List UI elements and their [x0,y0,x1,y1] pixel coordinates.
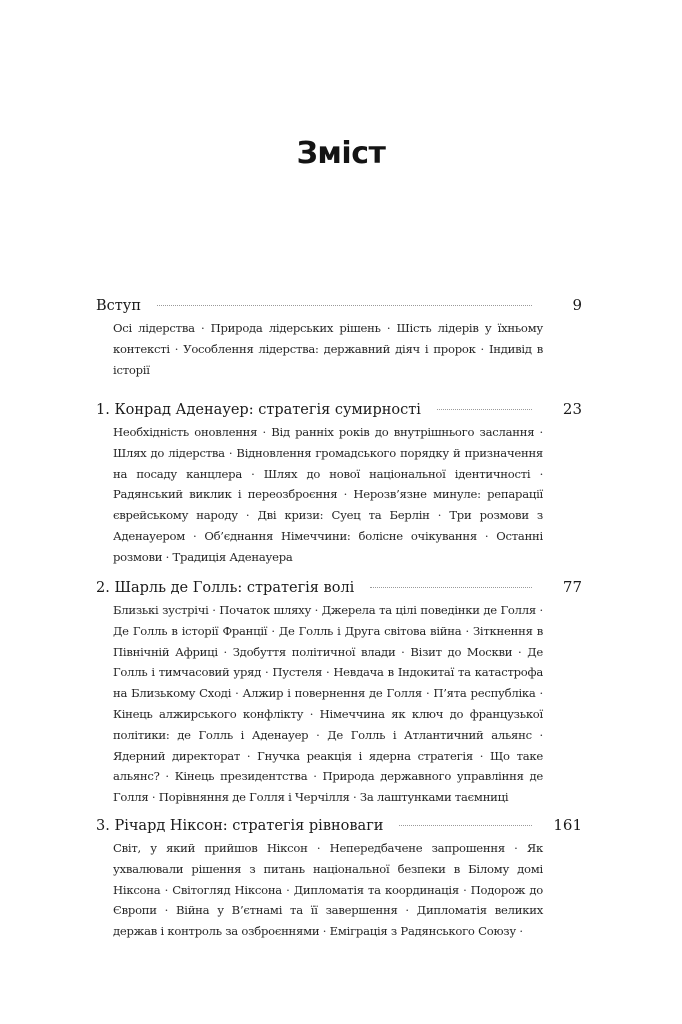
toc-entry-subtopics: Близькі зустрічі · Початок шляху · Джерела та цілі поведінки де Голля · Де Голль в історії Франції · Де Голль і Друга світова війна · Зіткнення в Північній Африці · Здобуття політичної влади · Візит до Москви · Де Голль і тимчасовий уряд · Пустеля · Невдача в Індокитаї та катастрофа на Близькому Сході · Алжир і повернення де Голля · П’ята республіка · Кінець алжирського конфлікту · Німеччина як ключ до французької політики: де Голль і Аденауер · Де Голль і Атлантичний альянс · Ядерний директорат · Гнучка реакція і ядерна стратегія · Що таке альянс? · Кінець президентства · Природа державного управління де Голля · Порівняння де Голля і Черчілля · За лаштунками таємниці [113,603,543,805]
dot-leader [437,409,532,410]
page-title: Зміст [296,136,386,171]
toc-entry-title: 1. Конрад Аденауер: стратегія сумирності [96,402,421,418]
toc-entry-title: Вступ [96,298,141,314]
toc-entry-chapter-1 [96,396,582,568]
toc-page-number: 161 [553,816,582,834]
toc-entry-heading[interactable] [96,812,582,838]
toc-entry-chapter-2 [96,574,582,808]
toc-page-number: 77 [562,578,582,596]
toc-entry-heading[interactable] [96,396,582,422]
toc-entry-heading[interactable] [96,574,582,600]
toc-entry-subtopics: Осі лідерства · Природа лідерських рішень · Шість лідерів у їхньому контексті · Уособлення лідерства: державний діяч і пророк · Індивід в історії [113,321,543,377]
dot-leader [157,305,532,306]
toc-entry-heading[interactable] [96,292,582,318]
toc-entry-title: 3. Річард Ніксон: стратегія рівноваги [96,818,384,834]
toc-entry-chapter-3 [96,812,582,942]
toc-entry-subtopics: Необхідність оновлення · Від ранніх років до внутрішнього заслання · Шлях до лідерства · Відновлення громадського порядку й призначення на посаду канцлера · Шлях до нової національної ідентичності · Радянський виклик і переозброєння · Нерозв’язне минуле: репарації єврейському народу · Дві кризи: Суец та Берлін · Три розмови з Аденауером · Об’єднання Німеччини: болісне очікування · Останні розмови · Традиція Аденауера [113,425,543,564]
toc-entry-subtopics: Світ, у який прийшов Ніксон · Непередбачене запрошення · Як ухвалювали рішення з питань національної безпеки в Білому домі Ніксона · Світогляд Ніксона · Дипломатія та координація · Подорож до Європи · Війна у В’єтнамі та її завершення · Дипломатія великих держав і контроль за озброєннями · Еміграція з Радянського Союзу · [113,841,543,939]
toc-entry-introduction [96,292,582,380]
dot-leader [370,587,532,588]
toc-page-number: 9 [572,296,582,314]
dot-leader [399,825,532,826]
toc-entry-title: 2. Шарль де Голль: стратегія волі [96,580,355,596]
toc-page-number: 23 [562,400,582,418]
